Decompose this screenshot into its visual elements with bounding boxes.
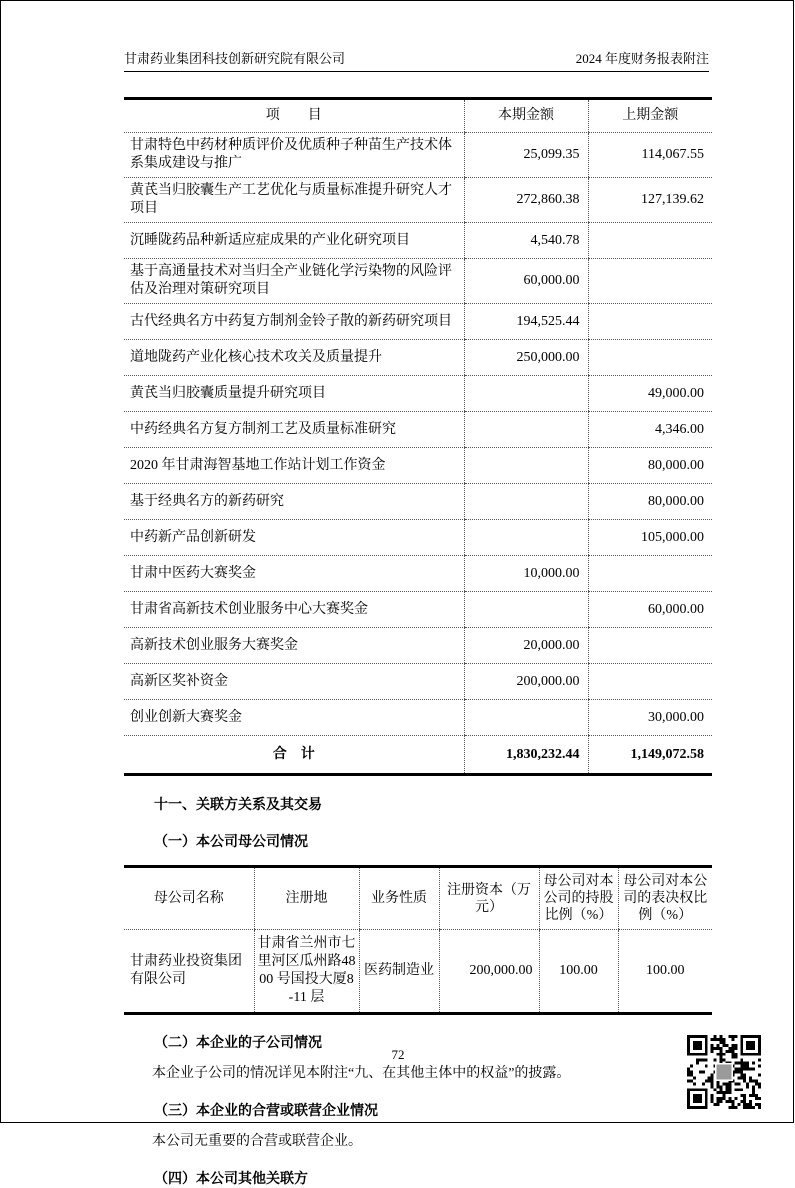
column-header-voting-ratio: 母公司对本公司的表决权比例（%）: [618, 867, 712, 930]
column-header-business-nature: 业务性质: [359, 867, 439, 930]
qr-code: [687, 1035, 761, 1109]
current-amount-cell: 25,099.35: [464, 133, 588, 178]
prior-amount-cell: 49,000.00: [588, 376, 712, 412]
project-name-cell: 高新区奖补资金: [124, 664, 464, 700]
table-row: [124, 556, 712, 592]
current-amount-cell: [464, 412, 588, 448]
section-11-2-title: （二）本企业的子公司情况: [154, 1036, 322, 1051]
section-11-1-title: （一）本公司母公司情况: [154, 835, 308, 850]
column-header-registration-place: 注册地: [254, 867, 359, 930]
table-row: [124, 340, 712, 376]
table-row: [124, 259, 712, 304]
parent-table-header-row: [124, 867, 712, 930]
table-row: [124, 133, 712, 178]
table-row: [124, 448, 712, 484]
total-prior-amount: 1,149,072.58: [588, 736, 712, 775]
project-name-cell: 沉睡陇药品种新适应症成果的产业化研究项目: [124, 223, 464, 259]
current-amount-cell: [464, 448, 588, 484]
current-amount-cell: 10,000.00: [464, 556, 588, 592]
project-name-cell: 道地陇药产业化核心技术攻关及质量提升: [124, 340, 464, 376]
prior-amount-cell: 30,000.00: [588, 700, 712, 736]
table-row: [124, 664, 712, 700]
project-name-cell: 高新技术创业服务大赛奖金: [124, 628, 464, 664]
project-name-cell: 甘肃中医药大赛奖金: [124, 556, 464, 592]
column-header-shareholding-ratio: 母公司对本公司的持股比例（%）: [539, 867, 618, 930]
header-doc-title: 2024 年度财务报表附注: [575, 51, 709, 66]
column-header-prior-amount: 上期金额: [588, 99, 712, 133]
project-name-cell: 黄芪当归胶囊质量提升研究项目: [124, 376, 464, 412]
prior-amount-cell: 114,067.55: [588, 133, 712, 178]
prior-amount-cell: [588, 340, 712, 376]
current-amount-cell: 4,540.78: [464, 223, 588, 259]
table-row: [124, 592, 712, 628]
project-name-cell: 中药经典名方复方制剂工艺及质量标准研究: [124, 412, 464, 448]
project-funds-table: [124, 97, 712, 776]
registration-place-cell: 甘肃省兰州市七里河区瓜州路4800 号国投大厦8-11 层: [254, 930, 359, 1014]
project-name-cell: 基于经典名方的新药研究: [124, 484, 464, 520]
section-11-4-title: （四）本公司其他关联方: [154, 1172, 308, 1187]
current-amount-cell: [464, 592, 588, 628]
parent-company-table: [124, 865, 712, 1015]
table-row: [124, 304, 712, 340]
current-amount-cell: 200,000.00: [464, 664, 588, 700]
total-current-amount: 1,830,232.44: [464, 736, 588, 775]
current-amount-cell: 250,000.00: [464, 340, 588, 376]
prior-amount-cell: [588, 556, 712, 592]
current-amount-cell: 60,000.00: [464, 259, 588, 304]
header-company-name: 甘肃药业集团科技创新研究院有限公司: [124, 51, 346, 66]
prior-amount-cell: 80,000.00: [588, 484, 712, 520]
current-amount-cell: 272,860.38: [464, 178, 588, 223]
section-11-3-title: （三）本企业的合营或联营企业情况: [154, 1104, 378, 1119]
prior-amount-cell: [588, 628, 712, 664]
current-amount-cell: 20,000.00: [464, 628, 588, 664]
table-row: [124, 628, 712, 664]
table-header-row: [124, 99, 712, 133]
prior-amount-cell: 4,346.00: [588, 412, 712, 448]
total-row: [124, 736, 712, 775]
project-name-cell: 中药新产品创新研发: [124, 520, 464, 556]
table-row: [124, 223, 712, 259]
current-amount-cell: [464, 520, 588, 556]
prior-amount-cell: 80,000.00: [588, 448, 712, 484]
project-name-cell: 甘肃特色中药材种质评价及优质种子种苗生产技术体系集成建设与推广: [124, 133, 464, 178]
page-header: [124, 51, 709, 72]
parent-company-row: [124, 930, 712, 1014]
current-amount-cell: [464, 484, 588, 520]
section-11-title: 十一、关联方关系及其交易: [154, 798, 322, 813]
prior-amount-cell: [588, 223, 712, 259]
total-label: 合 计: [272, 746, 315, 762]
current-amount-cell: 194,525.44: [464, 304, 588, 340]
section-11-2-body: 本企业子公司的情况详见本附注“九、在其他主体中的权益”的披露。: [152, 1066, 571, 1081]
table-row: [124, 178, 712, 223]
column-header-parent-name: 母公司名称: [124, 867, 254, 930]
registered-capital-cell: 200,000.00: [439, 930, 539, 1014]
column-header-current-amount: 本期金额: [464, 99, 588, 133]
table-row: [124, 700, 712, 736]
prior-amount-cell: 127,139.62: [588, 178, 712, 223]
content-area: [124, 97, 712, 1188]
project-name-cell: 古代经典名方中药复方制剂金铃子散的新药研究项目: [124, 304, 464, 340]
shareholding-ratio-cell: 100.00: [539, 930, 618, 1014]
project-name-cell: 创业创新大赛奖金: [124, 700, 464, 736]
table-row: [124, 520, 712, 556]
column-header-project: 项 目: [124, 99, 464, 133]
prior-amount-cell: [588, 664, 712, 700]
voting-ratio-cell: 100.00: [618, 930, 712, 1014]
column-header-registered-capital: 注册资本（万元）: [439, 867, 539, 930]
parent-name-cell: 甘肃药业投资集团有限公司: [124, 930, 254, 1014]
current-amount-cell: [464, 700, 588, 736]
table-row: [124, 376, 712, 412]
prior-amount-cell: 105,000.00: [588, 520, 712, 556]
prior-amount-cell: [588, 259, 712, 304]
table-row: [124, 484, 712, 520]
section-11-3-body: 本公司无重要的合营或联营企业。: [152, 1134, 362, 1149]
page-number: 72: [391, 1047, 405, 1062]
table-row: [124, 412, 712, 448]
project-name-cell: 2020 年甘肃海智基地工作站计划工作资金: [124, 448, 464, 484]
prior-amount-cell: [588, 304, 712, 340]
business-nature-cell: 医药制造业: [359, 930, 439, 1014]
project-name-cell: 甘肃省高新技术创业服务中心大赛奖金: [124, 592, 464, 628]
current-amount-cell: [464, 376, 588, 412]
project-name-cell: 基于高通量技术对当归全产业链化学污染物的风险评估及治理对策研究项目: [124, 259, 464, 304]
prior-amount-cell: 60,000.00: [588, 592, 712, 628]
project-name-cell: 黄芪当归胶囊生产工艺优化与质量标准提升研究人才项目: [124, 178, 464, 223]
